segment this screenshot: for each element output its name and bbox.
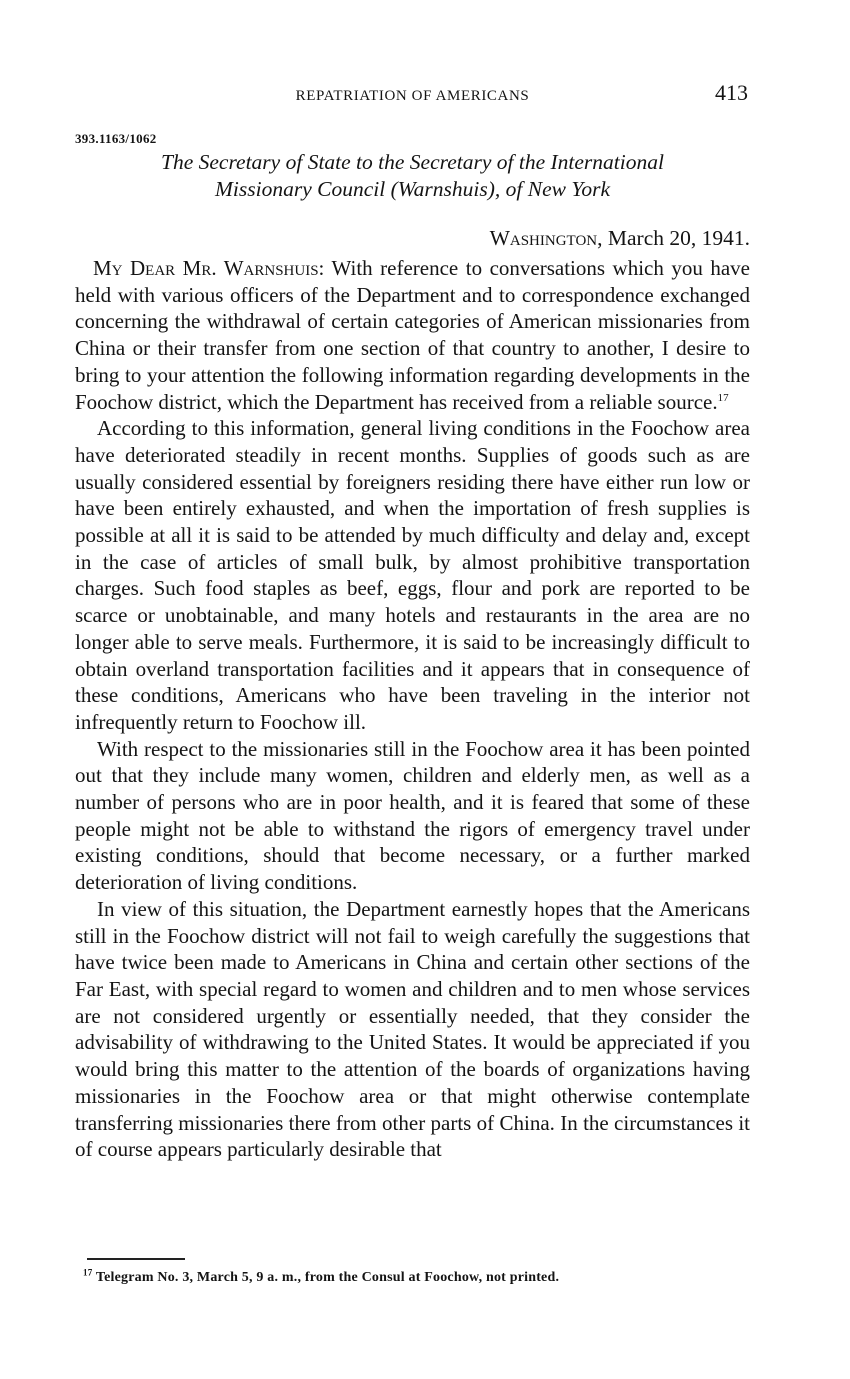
document-title-line-1: The Secretary of State to the Secretary of the International xyxy=(161,150,664,174)
footnote-reference[interactable]: 17 xyxy=(717,391,729,404)
file-number: 393.1163/1062 xyxy=(75,131,157,146)
running-head xyxy=(75,80,750,110)
paragraph-4: In view of this situation, the Department earnestly hopes that the Americans still in the Foochow district will not fail to weigh carefully the suggestions that have twice been made to Americans in China and certain other sections of the Far East, with special regard to women and children and to men whose services are not considered urgently or essentially needed, that they consider the advisability of withdrawing to the United States. It would be appreciated if you would bring this matter to the attention of the boards of organizations having missionaries in the Foochow area or that might otherwise contemplate transferring missionaries there from other parts of China. In the circumstances it of course appears particularly desirable that xyxy=(75,896,750,1162)
footnote-mark: 17 xyxy=(83,1267,93,1278)
paragraph-2: According to this information, general living conditions in the Foochow area have deteriorated steadily in recent months. Supplies of goods such as are usually considered essential by foreigners residing there have either run low or have been entirely exhausted, and when the importation of fresh supplies is possible at all it is said to be attended by much difficulty and delay and, except in the case of articles of small bulk, by almost prohibitive transportation charges. Such food staples as beef, eggs, flour and pork are reported to be scarce or unobtainable, and many hotels and restaurants in the area are no longer able to serve meals. Furthermore, it is said to be increasingly difficult to obtain overland transportation facilities and it appears that in consequence of these conditions, Americans who have been traveling in the interior not infrequently return to Foochow ill. xyxy=(75,416,750,734)
document-title-line-2: Missionary Council (Warnshuis), of New York xyxy=(215,177,610,201)
place-date xyxy=(490,226,750,251)
running-title: REPATRIATION OF AMERICANS xyxy=(295,88,530,104)
document-page xyxy=(75,0,750,1379)
letter-body xyxy=(75,255,750,1163)
salutation: My Dear Mr. Warnshuis: xyxy=(93,256,325,280)
place: Washington, xyxy=(489,226,603,250)
footnote xyxy=(83,1267,753,1286)
paragraph-1 xyxy=(75,255,750,415)
footnote-divider xyxy=(87,1258,185,1260)
paragraph-1-text: With reference to conversations which you have held with various officers of the Department and to correspondence exchanged concerning the withdrawal of certain categories of American missionaries from China or their transfer from one section of that country to another, I desire to bring to your attention the following information regarding developments in the Foochow district, which the Department has received from a reliable source. xyxy=(75,256,751,414)
paragraph-3: With respect to the missionaries still in the Foochow area it has been pointed out that they include many women, children and elderly men, as well as a number of persons who are in poor health, and it is feared that some of these people might not be able to withstand the rigors of emergency travel under existing conditions, should that become necessary, or a further marked deterioration of living conditions. xyxy=(75,736,750,895)
document-title xyxy=(75,149,750,203)
footnote-text: Telegram No. 3, March 5, 9 a. m., from the Consul at Foochow, not printed. xyxy=(95,1270,560,1285)
page-number: 413 xyxy=(715,80,748,105)
date: March 20, 1941. xyxy=(607,226,750,250)
